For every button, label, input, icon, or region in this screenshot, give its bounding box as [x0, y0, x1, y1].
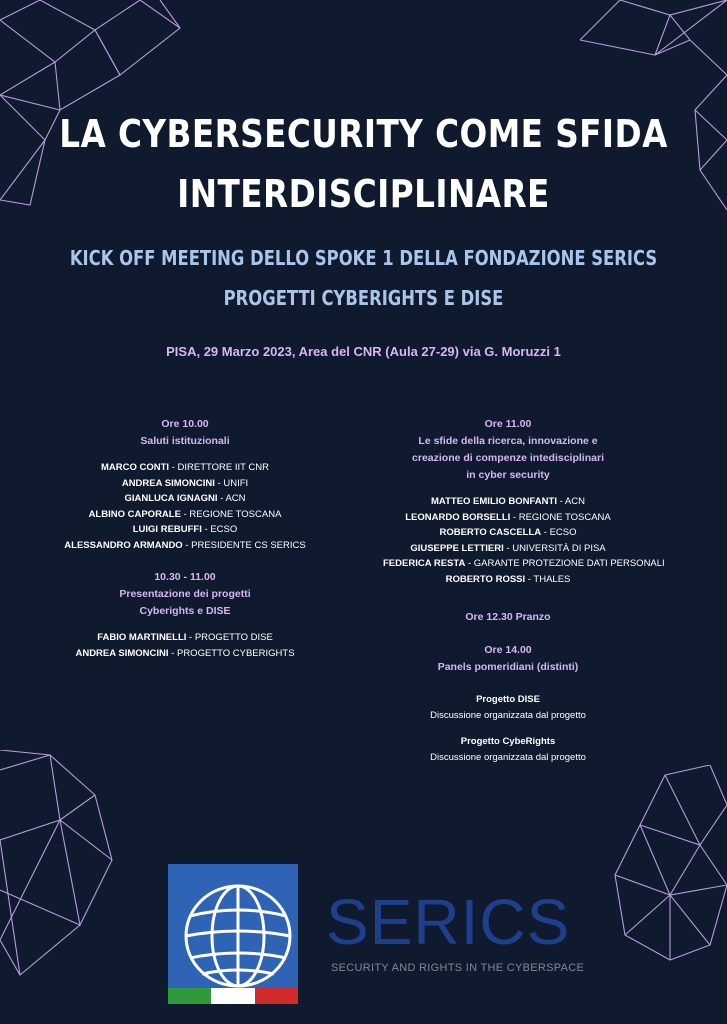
- speaker-role: - PROGETTO CYBERIGHTS: [168, 647, 295, 659]
- slot-time: Ore 14.00: [484, 644, 532, 656]
- speaker-row: [60, 476, 310, 492]
- serics-globe-logo: [168, 864, 298, 1004]
- subtitle-line-2: PROGETTI CYBERIGHTS E DISE: [223, 286, 504, 310]
- slot-time: Ore 10.00: [161, 418, 209, 430]
- speaker-name: LUIGI REBUFFI: [132, 524, 202, 535]
- slot-title: Panels pomeridiani (distinti): [437, 661, 579, 673]
- slot-time: 10.30 - 11.00: [154, 571, 216, 583]
- network-graphic-bottom-right: [610, 765, 727, 965]
- speaker-name: ANDREA SIMONCINI: [121, 477, 215, 489]
- network-graphic-bottom-left: [0, 750, 115, 980]
- serics-tagline: SECURITY AND RIGHTS IN THE CYBERSPACE: [331, 962, 585, 974]
- speaker-role: - UNIFI: [214, 477, 249, 489]
- speaker-row: [383, 572, 633, 588]
- speaker-name: ROBERTO ROSSI: [445, 573, 526, 585]
- slot-title: in cyber security: [466, 469, 550, 481]
- speaker-name: GIANLUCA IGNAGNI: [124, 493, 218, 504]
- speaker-name: GIUSEPPE LETTIERI: [410, 542, 504, 554]
- speaker-role: - PRESIDENTE CS SERICS: [182, 539, 306, 551]
- speaker-name: LEONARDO BORSELLI: [405, 511, 511, 523]
- speaker-name: FEDERICA RESTA: [383, 558, 466, 569]
- speaker-name: ALBINO CAPORALE: [88, 508, 181, 520]
- speaker-row: [383, 494, 633, 510]
- speaker-name: FABIO MARTINELLI: [97, 632, 187, 643]
- speaker-row: [383, 525, 633, 541]
- panel-description: Discussione organizzata dal progetto: [430, 710, 586, 721]
- speaker-row: [60, 460, 310, 476]
- speaker-name: MARCO CONTI: [100, 462, 170, 473]
- program-right-column: [383, 416, 665, 766]
- panel-description: Discussione organizzata dal progetto: [430, 752, 586, 763]
- poster-subtitle: [65, 238, 661, 318]
- speaker-role: - ACN: [556, 496, 585, 507]
- title-line-2: INTERDISCIPLINARE: [177, 172, 550, 216]
- speaker-row: [60, 522, 310, 538]
- speaker-name: MATTEO EMILIO BONFANTI: [431, 496, 557, 507]
- slot-title: Le sfide della ricerca, innovazione e: [418, 435, 598, 447]
- panel-name: Progetto CybeRights: [460, 736, 556, 747]
- poster-title: [51, 104, 676, 224]
- lunch-break: Ore 12.30 Pranzo: [465, 611, 551, 623]
- speaker-role: - PROGETTO DISE: [186, 632, 273, 643]
- speaker-row: [383, 510, 633, 526]
- slot-title: Presentazione dei progetti: [119, 588, 251, 600]
- speaker-role: - DIRETTORE IIT CNR: [169, 462, 269, 473]
- speaker-role: - REGIONE TOSCANA: [510, 511, 611, 523]
- speaker-role: - THALES: [525, 573, 571, 585]
- panel-name: Progetto DISE: [476, 694, 540, 705]
- slot-time: Ore 11.00: [484, 418, 532, 430]
- speaker-role: - GARANTE PROTEZIONE DATI PERSONALI: [465, 558, 665, 569]
- speaker-name: ANDREA SIMONCINI: [75, 647, 169, 659]
- speaker-role: - ECSO: [201, 524, 238, 535]
- speaker-role: - ECSO: [541, 527, 577, 538]
- speaker-row: [60, 630, 310, 646]
- slot-title: Saluti istituzionali: [140, 435, 230, 447]
- speaker-row: [383, 556, 665, 572]
- slot-title: creazione di compenze intedisciplinari: [412, 452, 604, 464]
- title-line-1: LA CYBERSECURITY COME SFIDA: [59, 112, 668, 156]
- speaker-row: [60, 491, 310, 507]
- speaker-role: - UNIVERSITÀ DI PISA: [503, 542, 606, 554]
- speaker-row: [60, 507, 310, 523]
- slot-title: Cyberights e DISE: [139, 605, 231, 617]
- subtitle-line-1: KICK OFF MEETING DELLO SPOKE 1 DELLA FONDAZIONE SERICS: [69, 246, 658, 270]
- serics-wordmark: SERICS: [326, 886, 571, 958]
- event-location: PISA, 29 Marzo 2023, Area del CNR (Aula 27-29) via G. Moruzzi 1: [166, 344, 561, 359]
- program-left-column: [60, 416, 310, 661]
- speaker-row: [60, 646, 310, 662]
- speaker-name: ROBERTO CASCELLA: [439, 527, 542, 538]
- speaker-name: ALESSANDRO ARMANDO: [64, 539, 183, 551]
- speaker-role: - ACN: [217, 493, 246, 504]
- speaker-row: [60, 538, 310, 554]
- speaker-role: - REGIONE TOSCANA: [180, 508, 282, 520]
- speaker-row: [383, 541, 633, 557]
